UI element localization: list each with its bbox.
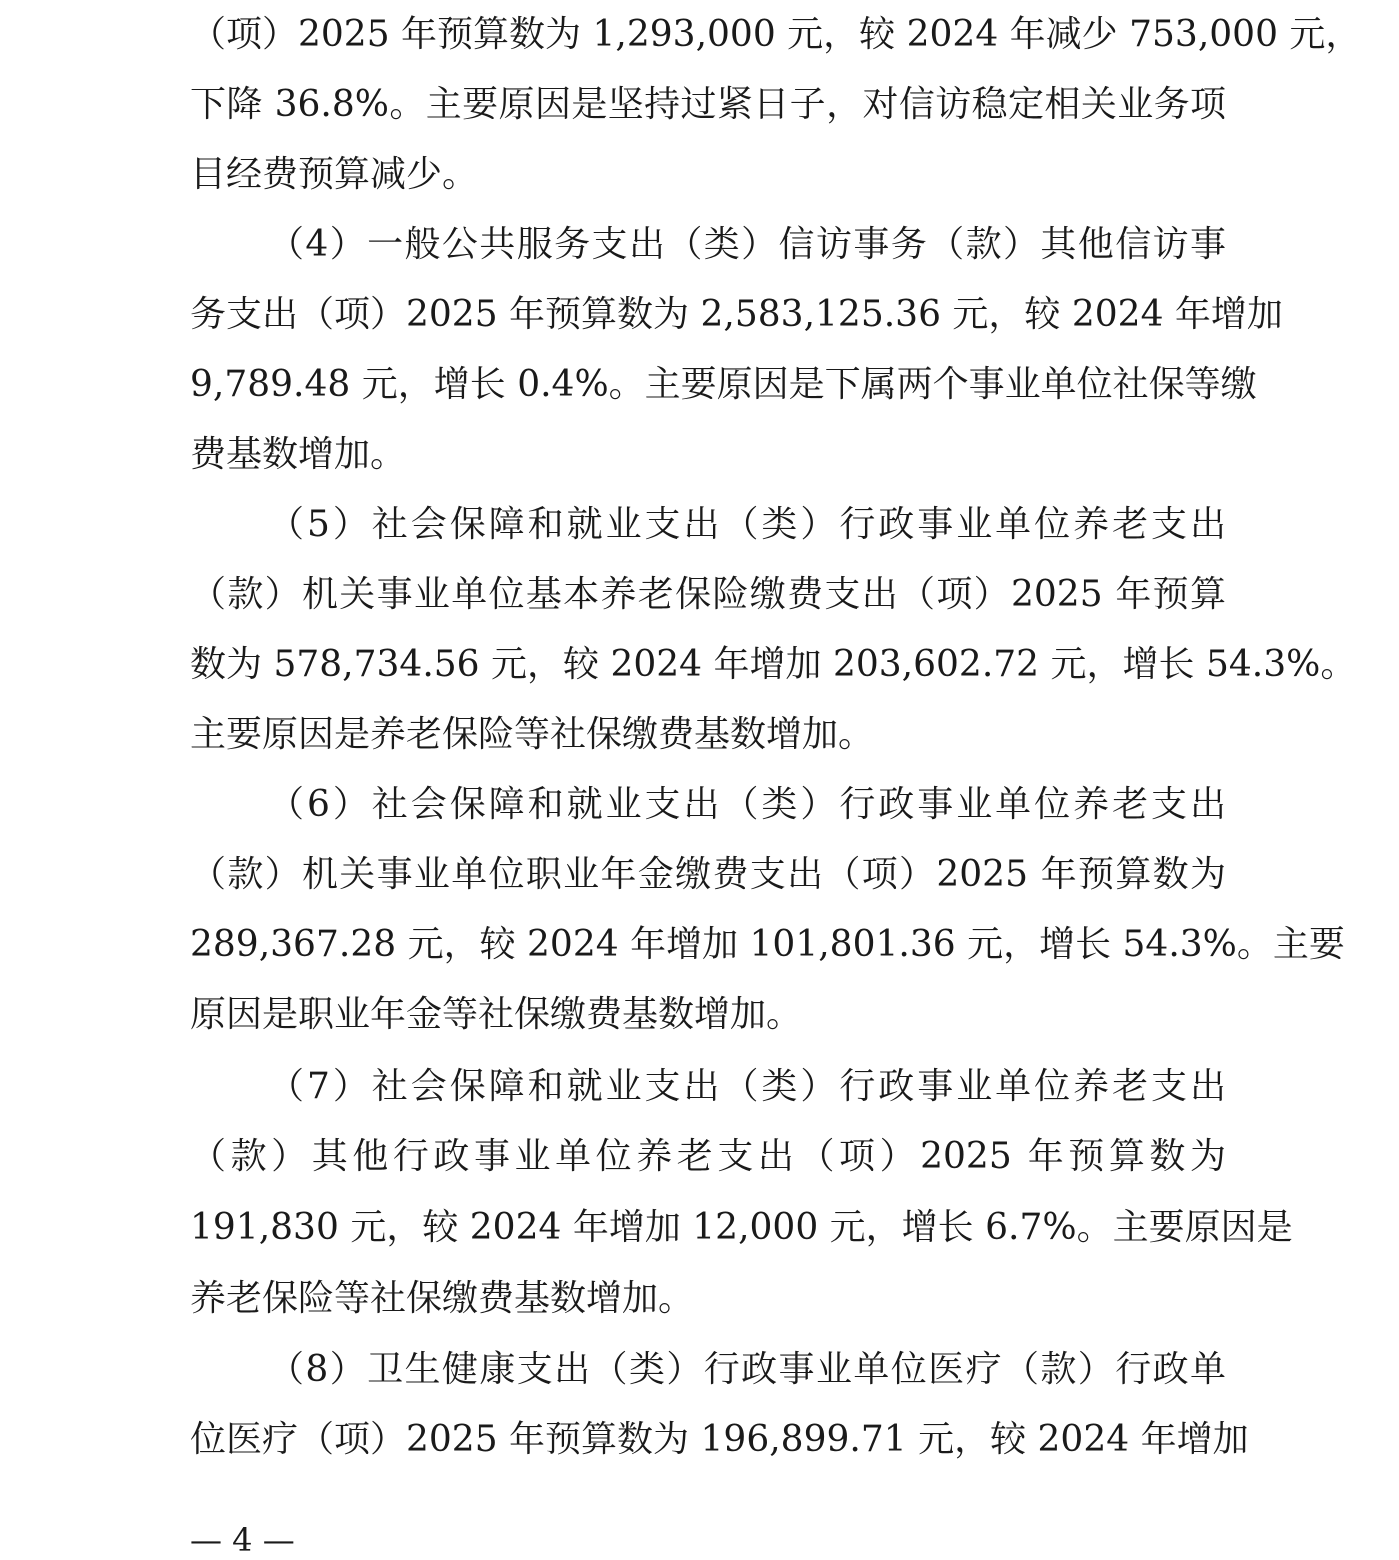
text-line-3: 目经费预算减少。 (190, 154, 479, 195)
text-line-19: 养老保险等社保缴费基数增加。 (190, 1278, 695, 1319)
text-line-14: 289,367.28 元，较 2024 年增加 101,801.36 元，增长 54.3%。主要 (190, 924, 1345, 965)
paragraph-4-first-line: （4）一般公共服务支出（类）信访事务（款）其他信访事 (268, 224, 1226, 265)
text-line-9: （款）机关事业单位基本养老保险缴费支出（项）2025 年预算 (190, 574, 1226, 615)
text-line-7: 费基数增加。 (190, 434, 407, 475)
paragraph-6-first-line: （6）社会保障和就业支出（类）行政事业单位养老支出 (268, 784, 1226, 825)
paragraph-5-first-line: （5）社会保障和就业支出（类）行政事业单位养老支出 (268, 504, 1226, 545)
text-line-15: 原因是职业年金等社保缴费基数增加。 (190, 994, 803, 1035)
text-line-5: 务支出（项）2025 年预算数为 2,583,125.36 元，较 2024 年增加 (190, 294, 1283, 335)
text-line-17: （款）其他行政事业单位养老支出（项）2025 年预算数为 (190, 1136, 1226, 1177)
paragraph-8-first-line: （8）卫生健康支出（类）行政事业单位医疗（款）行政单 (268, 1349, 1226, 1390)
text-line-11: 主要原因是养老保险等社保缴费基数增加。 (190, 714, 875, 755)
text-line-10: 数为 578,734.56 元，较 2024 年增加 203,602.72 元，增长 54.3%。 (190, 644, 1357, 685)
text-line-21: 位医疗（项）2025 年预算数为 196,899.71 元，较 2024 年增加 (190, 1419, 1249, 1460)
page-number: — 4 — (190, 1521, 295, 1559)
paragraph-7-first-line: （7）社会保障和就业支出（类）行政事业单位养老支出 (268, 1066, 1226, 1107)
text-line-1: （项）2025 年预算数为 1,293,000 元，较 2024 年减少 753,000 元， (190, 14, 1362, 55)
text-line-2: 下降 36.8%。主要原因是坚持过紧日子，对信访稳定相关业务项 (190, 84, 1226, 125)
text-line-13: （款）机关事业单位职业年金缴费支出（项）2025 年预算数为 (190, 854, 1226, 895)
text-line-6: 9,789.48 元，增长 0.4%。主要原因是下属两个事业单位社保等缴 (190, 364, 1257, 405)
text-line-18: 191,830 元，较 2024 年增加 12,000 元，增长 6.7%。主要原因是 (190, 1207, 1293, 1248)
